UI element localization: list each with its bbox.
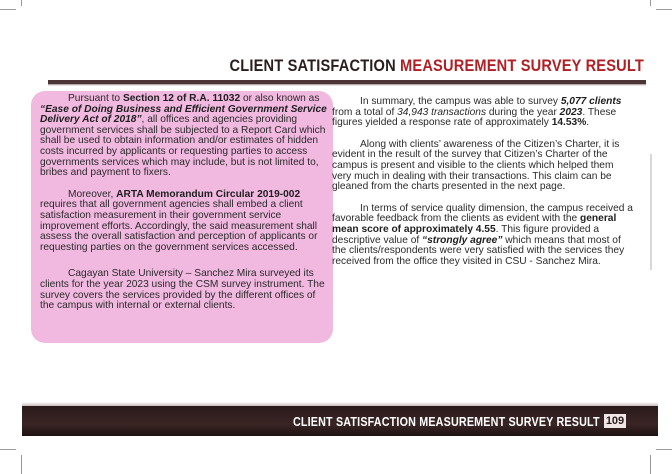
header-rule xyxy=(48,80,646,86)
crop-mark xyxy=(656,9,672,10)
scrollbar-track[interactable] xyxy=(650,154,652,270)
document-page xyxy=(22,10,658,448)
paragraph-ra-11032: Pursuant to Section 12 of R.A. 11032 or also known as “Ease of Doing Business and Efficient Government Service Delivery Act of 2018”, all offices and agencies providing government services shall be subjected to a Report Card which shall be used to obtain information and/or estimates of hidden costs incurred by applicants or requesting parties to access governments services which may include, but is not limited to, bribes and payment to fixers. xyxy=(40,93,327,179)
paragraph-arta-memorandum: Moreover, ARTA Memorandum Circular 2019-002 requires that all government agencies shall embed a client satisfaction measurement in their government service improvement efforts. Accordingly, the said measurement shall assess the overall satisfaction and perception of applicants or requesting parties on the government services accessed. xyxy=(40,188,318,253)
left-column xyxy=(40,94,330,323)
crop-mark xyxy=(656,449,672,450)
paragraph-citizens-charter: Along with clients’ awareness of the Citizen’s Charter, it is evident in the result of the survey that Citizen’s Charter of the campus is present and visible to the clients which helped them very much in dealing with their transactions. This claim can be gleaned from the charts presented in the next page. xyxy=(332,138,620,193)
right-column xyxy=(332,97,634,278)
page-title xyxy=(109,56,644,76)
paragraph-service-quality: In terms of service quality dimension, the campus received a favorable feedback from the clients as evident with the general mean score of approximately 4.55. This figure provided a descriptive value of “strongly agree” which means that most of the clients/respondents were very satisfied with the services they received from the office they visited in CSU - Sanchez Mira. xyxy=(332,202,633,267)
crop-mark xyxy=(650,0,651,6)
page-title-part2: MEASUREMENT SURVEY RESULT xyxy=(400,56,644,75)
paragraph-csu-survey: Cagayan State University – Sanchez Mira surveyed its clients for the year 2023 using the CSM survey instrument. The survey covers the services provided by the different offices of the campus with internal or external clients. xyxy=(40,268,325,312)
crop-mark xyxy=(21,0,22,6)
crop-mark xyxy=(21,455,22,474)
paragraph-summary: In summary, the campus was able to survey 5,077 clients from a total of 34,943 transactions during the year 2023. These figures yielded a response rate of approximately 14.53%. xyxy=(332,96,622,129)
page-title-part1: CLIENT SATISFACTION xyxy=(229,56,396,75)
crop-mark xyxy=(0,9,16,10)
page-number: 109 xyxy=(605,415,625,427)
crop-mark xyxy=(650,455,651,474)
crop-mark xyxy=(0,449,16,450)
footer-title: CLIENT SATISFACTION MEASUREMENT SURVEY RESULT xyxy=(293,415,600,429)
page-footer xyxy=(22,398,658,448)
